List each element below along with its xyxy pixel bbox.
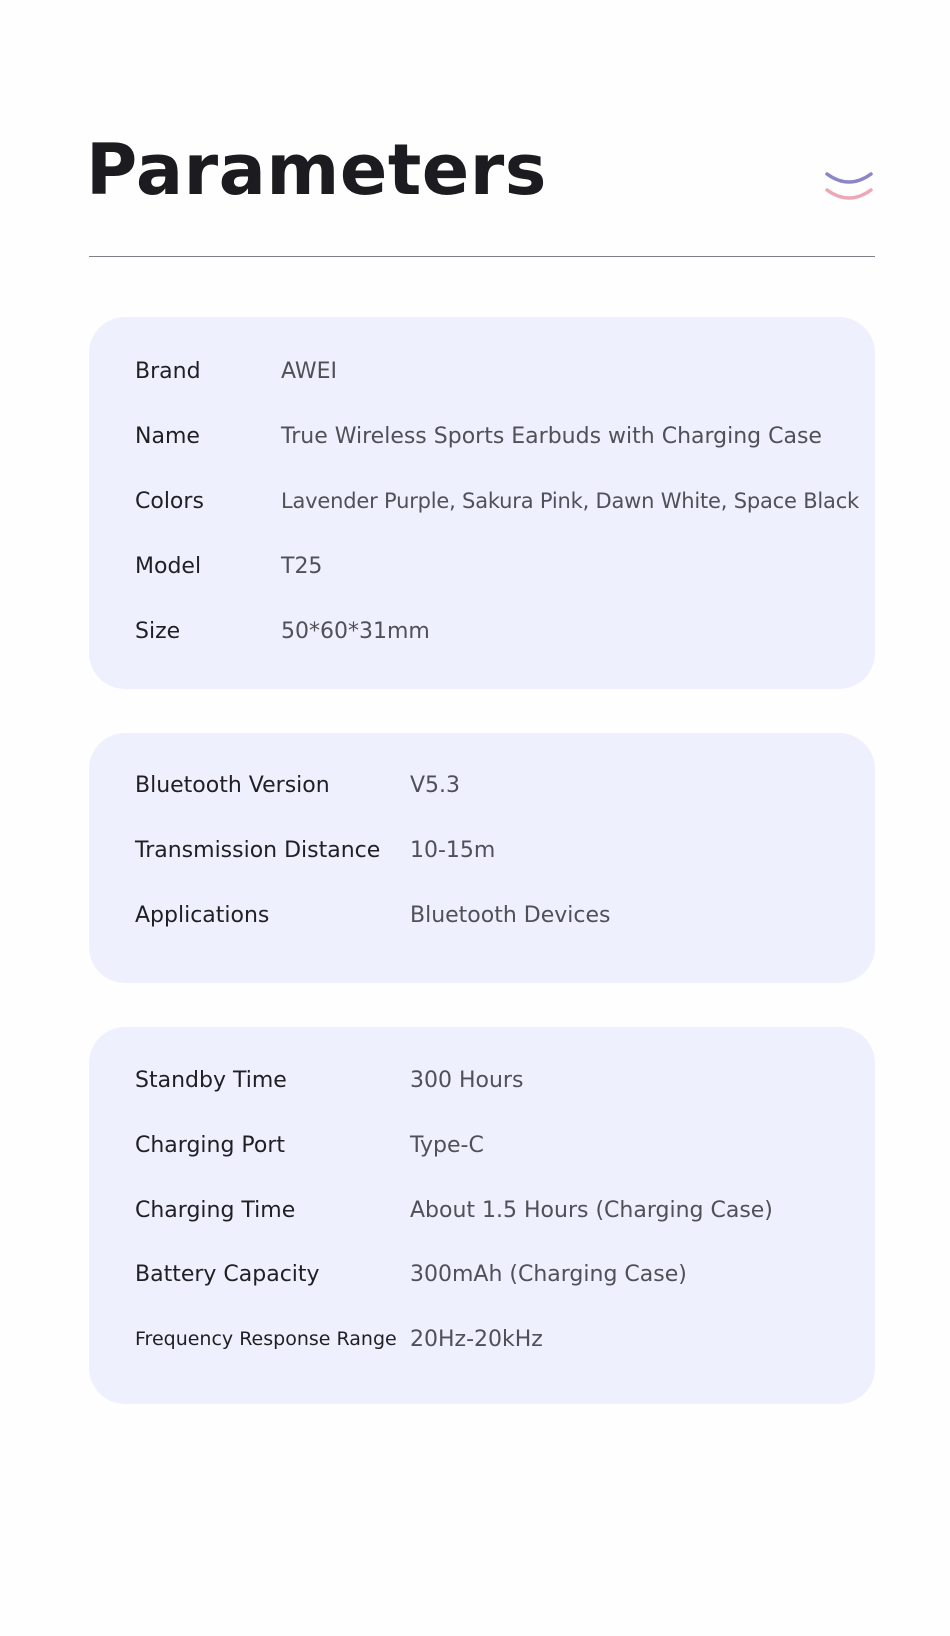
spec-label: Frequency Response Range [135,1328,397,1350]
spec-label: Model [135,553,202,579]
spec-card-power [89,1027,875,1404]
spec-row-transmission-distance [135,833,865,867]
spec-row-applications [135,898,865,932]
spec-label: Colors [135,488,204,514]
spec-row-brand [135,354,865,388]
spec-row-charging-time [135,1193,865,1227]
spec-card-general [89,317,875,689]
spec-card-connectivity [89,733,875,983]
title-divider [89,256,875,257]
spec-row-battery-capacity [135,1257,865,1291]
spec-label: Name [135,423,200,449]
spec-label: Charging Time [135,1197,296,1223]
spec-value: 300 Hours [410,1067,524,1093]
spec-label: Battery Capacity [135,1261,320,1287]
spec-label: Bluetooth Version [135,772,330,798]
spec-row-charging-port [135,1128,865,1162]
spec-label: Standby Time [135,1067,287,1093]
brand-smile-icon [824,168,874,210]
spec-value: True Wireless Sports Earbuds with Charging Case [281,423,822,449]
spec-value: T25 [281,553,323,579]
spec-value: V5.3 [410,772,461,798]
spec-value: 20Hz-20kHz [410,1326,543,1352]
spec-row-bluetooth-version [135,768,865,802]
spec-value: Bluetooth Devices [410,902,611,928]
spec-value: 10-15m [410,837,496,863]
spec-label: Size [135,618,181,644]
spec-label: Brand [135,358,201,384]
page-title: Parameters [86,129,547,211]
spec-value: 50*60*31mm [281,618,430,644]
spec-label: Charging Port [135,1132,286,1158]
spec-label: Transmission Distance [135,837,381,863]
spec-row-size [135,614,865,648]
spec-value: AWEI [281,358,337,384]
spec-row-colors [135,484,865,518]
spec-value: Lavender Purple, Sakura Pink, Dawn White, Space Black [281,489,860,513]
spec-row-name [135,419,865,453]
spec-row-standby-time [135,1063,865,1097]
spec-value: Type-C [410,1132,484,1158]
spec-label: Applications [135,902,270,928]
spec-value: About 1.5 Hours (Charging Case) [410,1197,773,1223]
spec-row-frequency-response [135,1322,865,1356]
spec-row-model [135,549,865,583]
spec-value: 300mAh (Charging Case) [410,1261,687,1287]
